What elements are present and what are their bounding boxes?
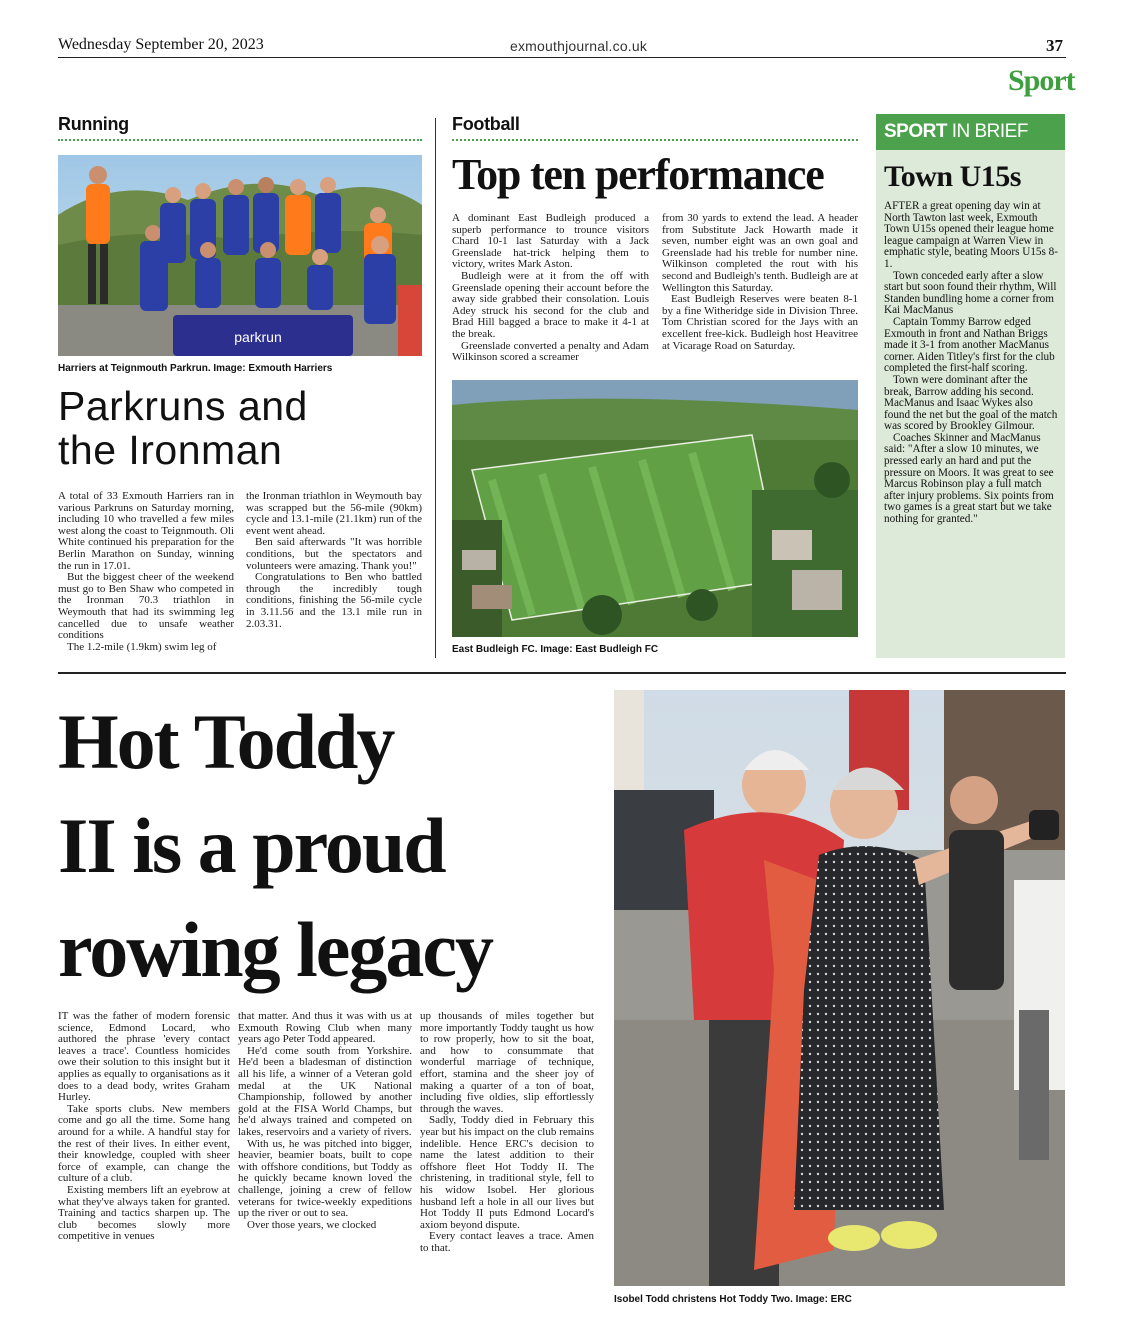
rowing-christening-photo [614,690,1065,1286]
sport-in-brief-label [884,121,1028,143]
paragraph: A total of 33 Exmouth Harriers ran in various Parkruns on Saturday morning, including 10 who travelled a few miles west along the coast to Teignmouth. Oli White continued his preparation for the Berlin Marathon on Sunday, winning the run in 17.01. [58,490,234,572]
paragraph: Over those years, we clocked [247,1218,377,1231]
football-headline: Top ten performance [452,150,824,199]
football-aerial-photo [452,380,858,637]
paragraph: East Budleigh Reserves were beaten 8-1 by a fine Witheridge side in Division Three. Tom Christian scored for the Jays with an excellent free-kick. Budleigh host Heavitree at Vicarage Road on Saturday. [662,293,858,352]
section-rule [58,672,1066,674]
paragraph: Sadly, Toddy died in February this year but his impact on the club remains indelible. Hence ERC's decision to name the latest addition to their offshore fleet Hot Toddy II. The christening, in traditional style, fell to his widow Isobel. Her glorious husband left a hole in all our lives but Hot Toddy II puts Edmond Locard's axiom beyond dispute. [420,1114,594,1231]
running-divider [58,139,422,141]
running-kicker: Running [58,114,129,134]
paragraph: from 30 yards to extend the lead. A header from Substitute Jack Howarth made it seven, number eight was an own goal and Greenslade had his treble for number nine. Wilkinson completed the rout with his second and Budleigh's tenth. Budleigh are at Wellington this Saturday. [662,212,858,294]
running-headline [58,384,308,472]
football-kicker: Football [452,114,520,134]
running-photo [58,155,422,356]
running-headline-line2: the Ironman [58,427,283,473]
paragraph: Captain Tommy Barrow edged Exmouth in front and Nathan Briggs made it 3-1 from another MacManus corner. Aiden Titley's first for the club completed the first-half scoring. [884,315,1055,375]
paragraph: Greenslade converted a penalty and Adam Wilkinson scored a screamer [452,339,649,364]
paragraph: Town were dominant after the break, Barrow adding his second. MacManus and Isaac Wykes also found the net but the goal of the match was scored by Brookley Gilmour. [884,373,1058,433]
rowing-column-2 [238,1011,412,1231]
running-column-2 [246,491,422,630]
header-rule [58,57,1066,58]
paragraph: He'd come south from Yorkshire. He'd been a bladesman of distinction all his life, a winner of a Veteran gold medal at the UK National Championship, followed by another gold at the FISA World Champs, but he'd always trained and competed on lakes, reservoirs and a variety of rivers. [238,1044,412,1138]
rowing-headline [58,690,492,1002]
paragraph: Take sports clubs. New members come and go all the time. Some hang around for a while. A handful stay for the rest of their lives. In either event, their knowledge, coupled with sheer force of example, can change the culture of a club. [58,1102,230,1185]
paragraph: Every contact leaves a trace. Amen to that. [420,1230,594,1254]
rowing-photo-caption: Isobel Todd christens Hot Toddy Two. Image: ERC [614,1294,852,1305]
paragraph: the Ironman triathlon in Weymouth bay was scrapped but the 56-mile (90km) cycle and 13.1-mile (21.1km) run of the event went ahead. [246,490,422,537]
rowing-headline-line2: II is a proud [58,802,445,889]
football-divider [452,139,858,141]
parkrun-banner-text: parkrun [234,329,282,345]
paragraph: The 1.2-mile (1.9km) swim leg of [67,640,217,653]
rowing-column-1 [58,1011,230,1243]
paragraph: IT was the father of modern forensic science, Edmond Locard, who authored the phrase 'every contact leaves a trace'. Countless homicides owe their solution to this insight but it applies as equally to organisations as it does to a dead body, writes Graham Hurley. [58,1010,230,1104]
paragraph: that matter. And thus it was with us at Exmouth Rowing Club when many years ago Peter Todd appeared. [238,1010,412,1046]
football-photo-caption: East Budleigh FC. Image: East Budleigh FC [452,644,659,655]
paragraph: Ben said afterwards "It was horrible conditions, but the spectators and volunteers were amazing. Thank you!" [246,536,422,572]
paragraph: With us, he was pitched into bigger, heavier, beamier boats, built to cope with offshore conditions, but Toddy as he quickly became known loved the challenge, joining a crew of fellow veterans for twice-weekly expeditions up the river or out to sea. [238,1137,412,1220]
rowing-column-3 [420,1011,594,1254]
paragraph: Congratulations to Ben who battled through the incredibly tough conditions, finishing the 56-mile cycle in 3.11.56 and the 13.1 mile run in 2.03.31. [246,571,422,630]
column-rule [435,118,436,658]
brief-label-bold: SPORT [884,121,947,142]
paragraph: But the biggest cheer of the weekend must go to Ben Shaw who competed in the Ironman 70.3 triathlon in Weymouth that had its swimming leg cancelled due to unsafe weather conditions [58,571,234,642]
paragraph: up thousands of miles together but more importantly Toddy taught us how to row properly, how to sit the boat, and how to consummate that wonderful marriage of technique, effort, stamina and the sheer joy of making a quarter of a ton of boat, including five oldies, slip effortlessly through the waves. [420,1010,594,1115]
paragraph: Existing members lift an eyebrow at what they've always taken for granted. Training and tactics sharpen up. The club becomes slowly more competitive in venues [58,1183,230,1243]
page-number: 37 [1046,36,1063,55]
running-photo-caption: Harriers at Teignmouth Parkrun. Image: Exmouth Harriers [58,363,333,374]
brief-title: Town U15s [884,160,1021,193]
running-column-1 [58,491,234,653]
paragraph: AFTER a great opening day win at North Tawton last week, Exmouth Town U15s opened their league home league campaign at Warren View in emphatic style, beating Moors U15s 8-1. [884,200,1058,270]
section-tag: Sport [1008,64,1075,97]
paragraph: Coaches Skinner and MacManus said: "After a slow 10 minutes, we pressed early an hard and put the pressure on Moors. It was great to see Marcus Robinson play a full match after injury problems. Six points from two games is a great start but we take nothing for granted." [884,431,1054,526]
paragraph: Budleigh were at it from the off with Greenslade opening their account before the away side grabbed their consolation. Louis Adey struck his second for the club and Brad Hill bagged a brace to make it 4-1 at the break. [452,269,649,340]
website-url[interactable]: exmouthjournal.co.uk [510,38,648,54]
paragraph: Town conceded early after a slow start but soon found their rhythm, Will Standen bundling home a corner from Kai MacManus [884,269,1057,317]
brief-body [884,201,1058,526]
rowing-headline-line3: rowing legacy [58,906,493,993]
rowing-headline-line1: Hot Toddy [58,698,394,785]
football-column-2 [662,213,858,352]
running-headline-line1: Parkruns and [58,383,308,429]
football-column-1 [452,213,649,364]
paragraph: A dominant East Budleigh produced a superb performance to trounce visitors Chard 10-1 last Saturday with a Jack Greenslade hat-trick helping them to victory, writes Mark Aston. [452,212,649,271]
issue-date: Wednesday September 20, 2023 [58,36,264,53]
brief-label-rest: IN BRIEF [946,121,1028,142]
